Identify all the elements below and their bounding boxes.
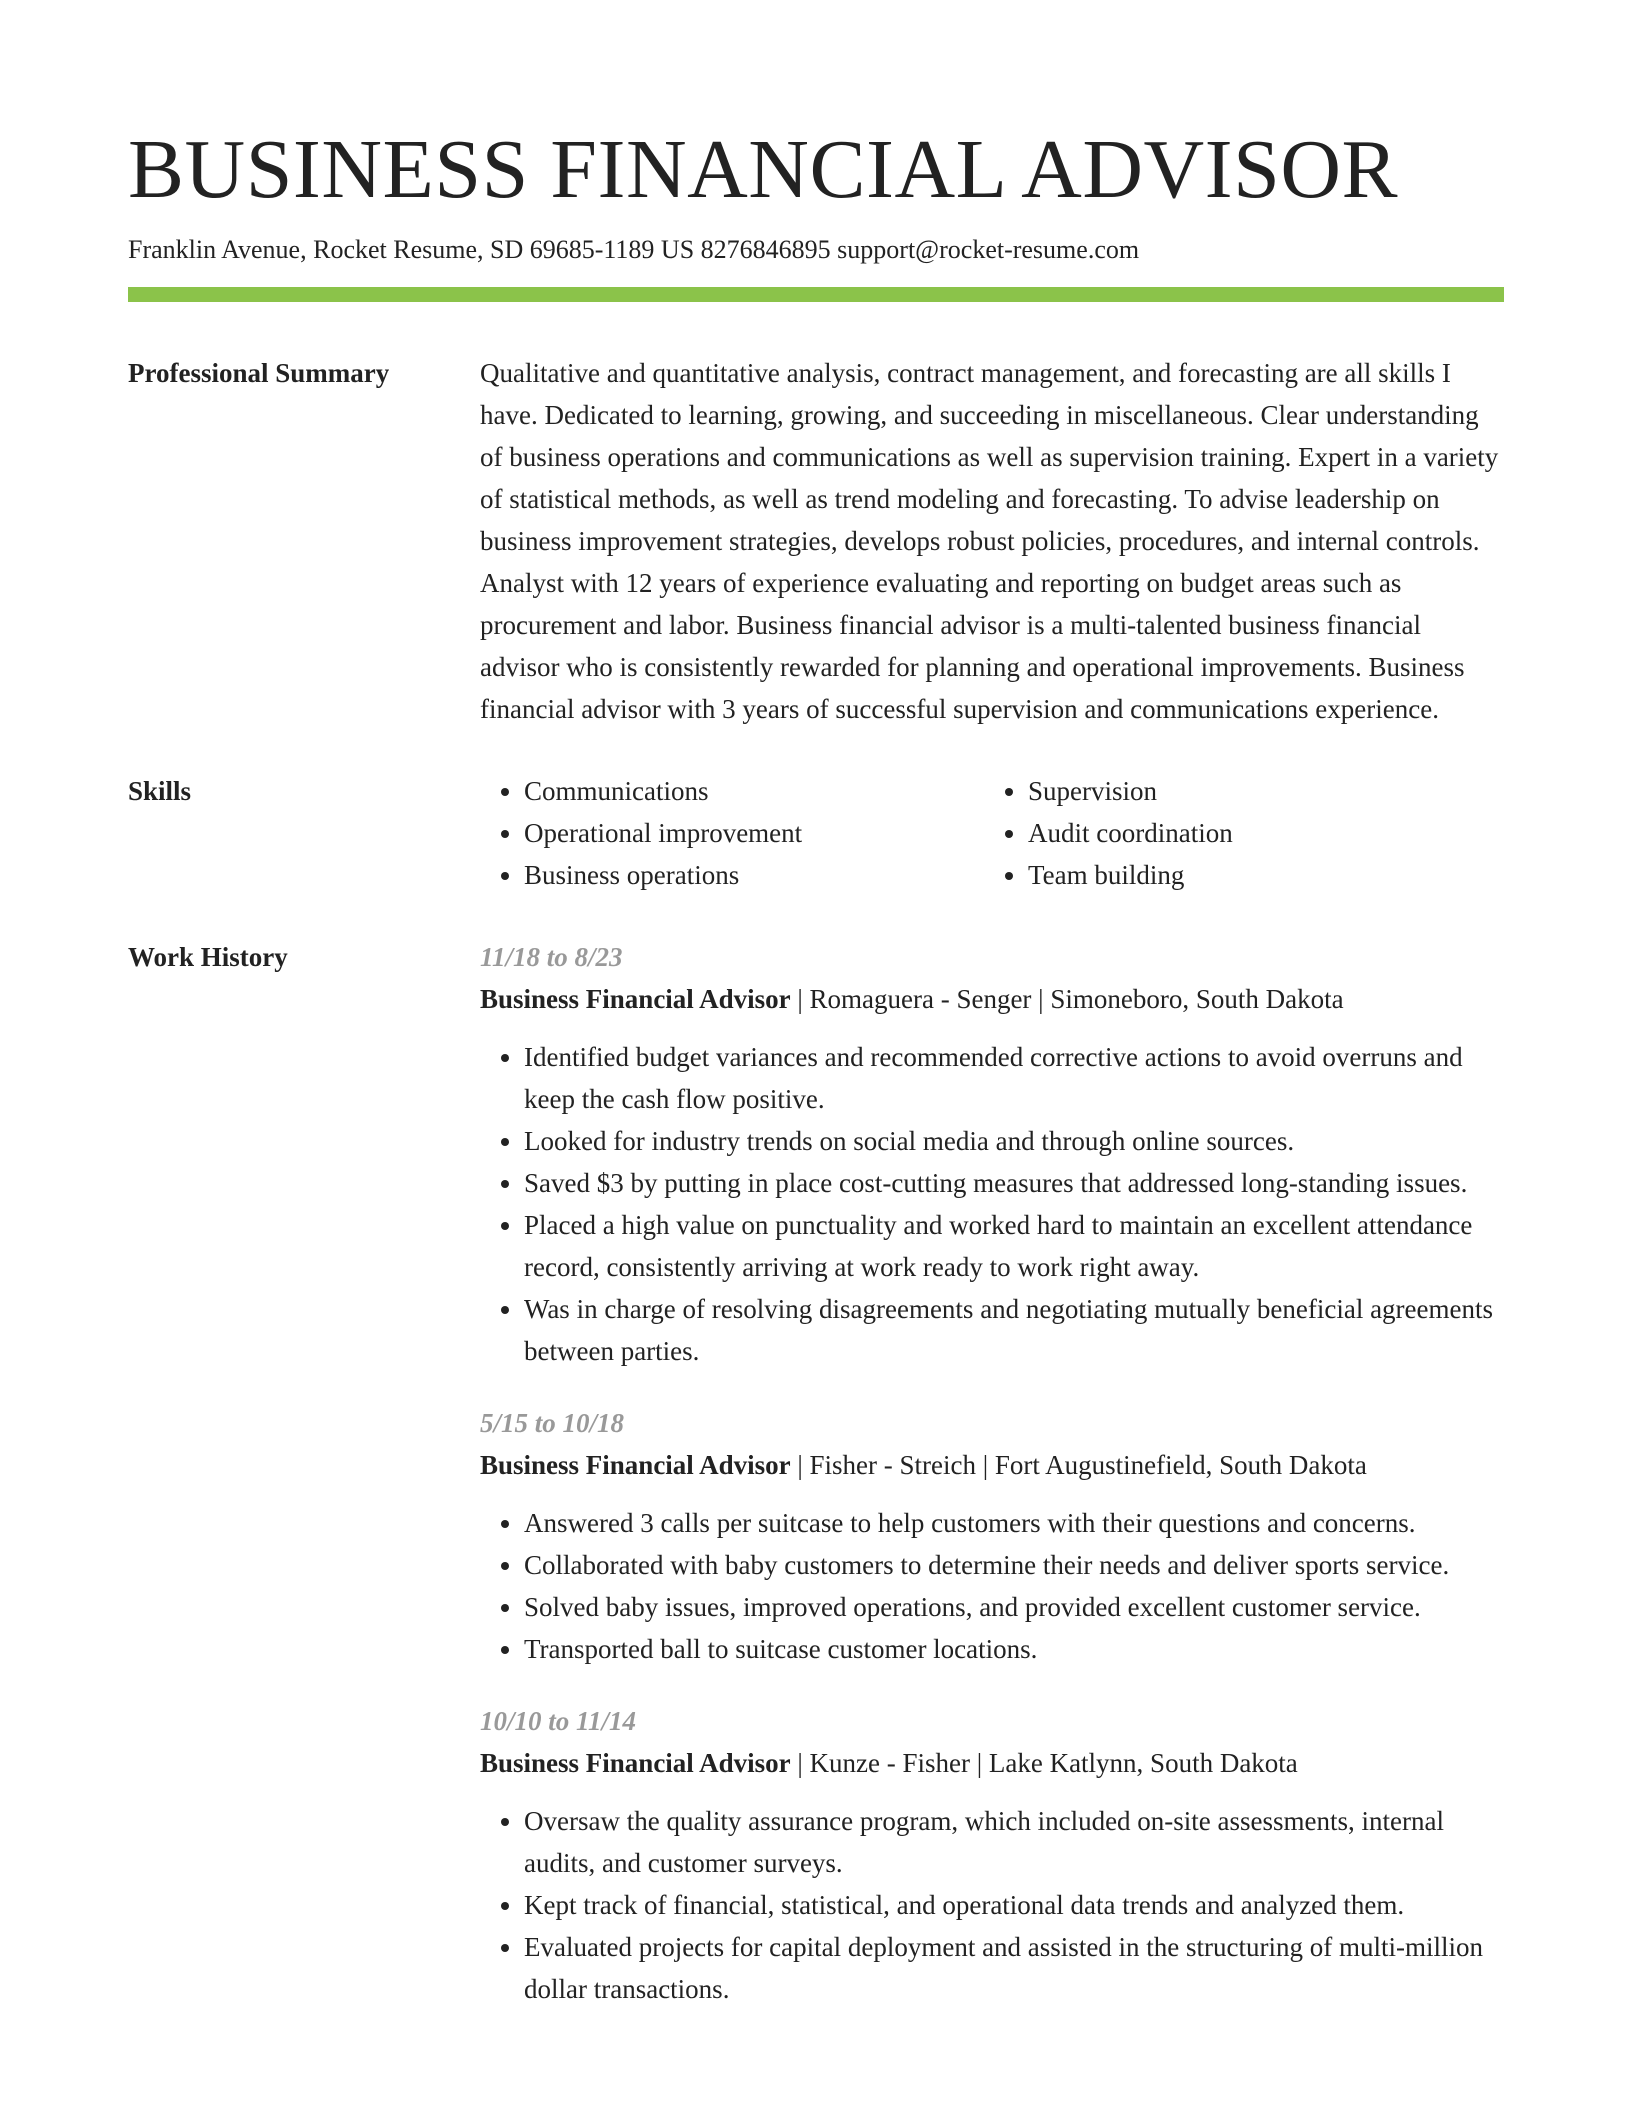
job-title: Business Financial Advisor xyxy=(480,984,791,1014)
job-company-location: | Fisher - Streich | Fort Augustinefield, South Dakota xyxy=(790,1450,1367,1480)
skill-item: • Business operations xyxy=(524,854,984,896)
section-title-summary: Professional Summary xyxy=(128,358,390,388)
job-bullet: • Oversaw the quality assurance program, which included on-site assessments, internal audits, and customer surveys. xyxy=(524,1800,1504,1884)
skill-item: • Supervision xyxy=(1028,770,1488,812)
job-company-location: | Kunze - Fisher | Lake Katlynn, South Dakota xyxy=(790,1748,1298,1778)
job-bullet: • Answered 3 calls per suitcase to help customers with their questions and concerns. xyxy=(524,1502,1504,1544)
section-title-skills: Skills xyxy=(128,776,192,806)
job-bullet: • Was in charge of resolving disagreements and negotiating mutually beneficial agreements between parties. xyxy=(524,1288,1504,1372)
job-dates: 5/15 to 10/18 xyxy=(480,1408,625,1438)
job-heading xyxy=(480,1444,1504,1486)
job-bullet: • Solved baby issues, improved operations, and provided excellent customer service. xyxy=(524,1586,1504,1628)
job-dates: 11/18 to 8/23 xyxy=(480,942,623,972)
job-bullet: • Transported ball to suitcase customer locations. xyxy=(524,1628,1504,1670)
section-title-work-history: Work History xyxy=(128,942,288,972)
job-bullets xyxy=(480,1800,1504,2010)
job-dates: 10/10 to 11/14 xyxy=(480,1706,637,1736)
resume-page xyxy=(128,120,1504,2040)
job-bullet: • Saved $3 by putting in place cost-cutting measures that addressed long-standing issues. xyxy=(524,1162,1504,1204)
job-heading xyxy=(480,978,1504,1020)
job-bullet: • Looked for industry trends on social media and through online sources. xyxy=(524,1120,1504,1162)
work-history-section xyxy=(128,936,1504,2040)
job-title: Business Financial Advisor xyxy=(480,1450,791,1480)
job-heading xyxy=(480,1742,1504,1784)
skill-item: • Audit coordination xyxy=(1028,812,1488,854)
job-bullet: • Identified budget variances and recommended corrective actions to avoid overruns and keep the cash flow positive. xyxy=(524,1036,1504,1120)
job-bullet: • Placed a high value on punctuality and worked hard to maintain an excellent attendance record, consistently arriving at work ready to work right away. xyxy=(524,1204,1504,1288)
job-bullets xyxy=(480,1036,1504,1372)
skills-section xyxy=(128,770,1504,896)
skill-item: • Team building xyxy=(1028,854,1488,896)
job-bullet: • Evaluated projects for capital deployment and assisted in the structuring of multi-million dollar transactions. xyxy=(524,1926,1504,2010)
job-entry xyxy=(480,1700,1504,2010)
header-divider xyxy=(128,287,1504,302)
summary-section xyxy=(128,352,1504,730)
skill-item: • Operational improvement xyxy=(524,812,984,854)
skills-list-left xyxy=(480,770,984,896)
job-entry xyxy=(480,1402,1504,1670)
summary-text: Qualitative and quantitative analysis, contract management, and forecasting are all skills I have. Dedicated to learning, growing, and succeeding in miscellaneous. Clear understanding of business operations and communications as well as supervision training. Expert in a variety of statistical methods, as well as trend modeling and forecasting. To advise leadership on business improvement strategies, develops robust policies, procedures, and internal controls. Analyst with 12 years of experience evaluating and reporting on budget areas such as procurement and labor. Business financial advisor is a multi-talented business financial advisor who is consistently rewarded for planning and operational improvements. Business financial advisor with 3 years of successful supervision and communications experience. xyxy=(480,358,1499,724)
contact-info: Franklin Avenue, Rocket Resume, SD 69685-1189 US 8276846895 support@rocket-resume.com xyxy=(128,235,1140,264)
skills-list-right xyxy=(984,770,1488,896)
job-entry xyxy=(480,936,1504,1372)
job-bullets xyxy=(480,1502,1504,1670)
job-bullet: • Collaborated with baby customers to determine their needs and deliver sports service. xyxy=(524,1544,1504,1586)
job-bullet: • Kept track of financial, statistical, and operational data trends and analyzed them. xyxy=(524,1884,1504,1926)
skill-item: • Communications xyxy=(524,770,984,812)
job-title: Business Financial Advisor xyxy=(480,1748,791,1778)
job-company-location: | Romaguera - Senger | Simoneboro, South Dakota xyxy=(790,984,1344,1014)
resume-name: BUSINESS FINANCIAL ADVISOR xyxy=(128,123,1399,216)
